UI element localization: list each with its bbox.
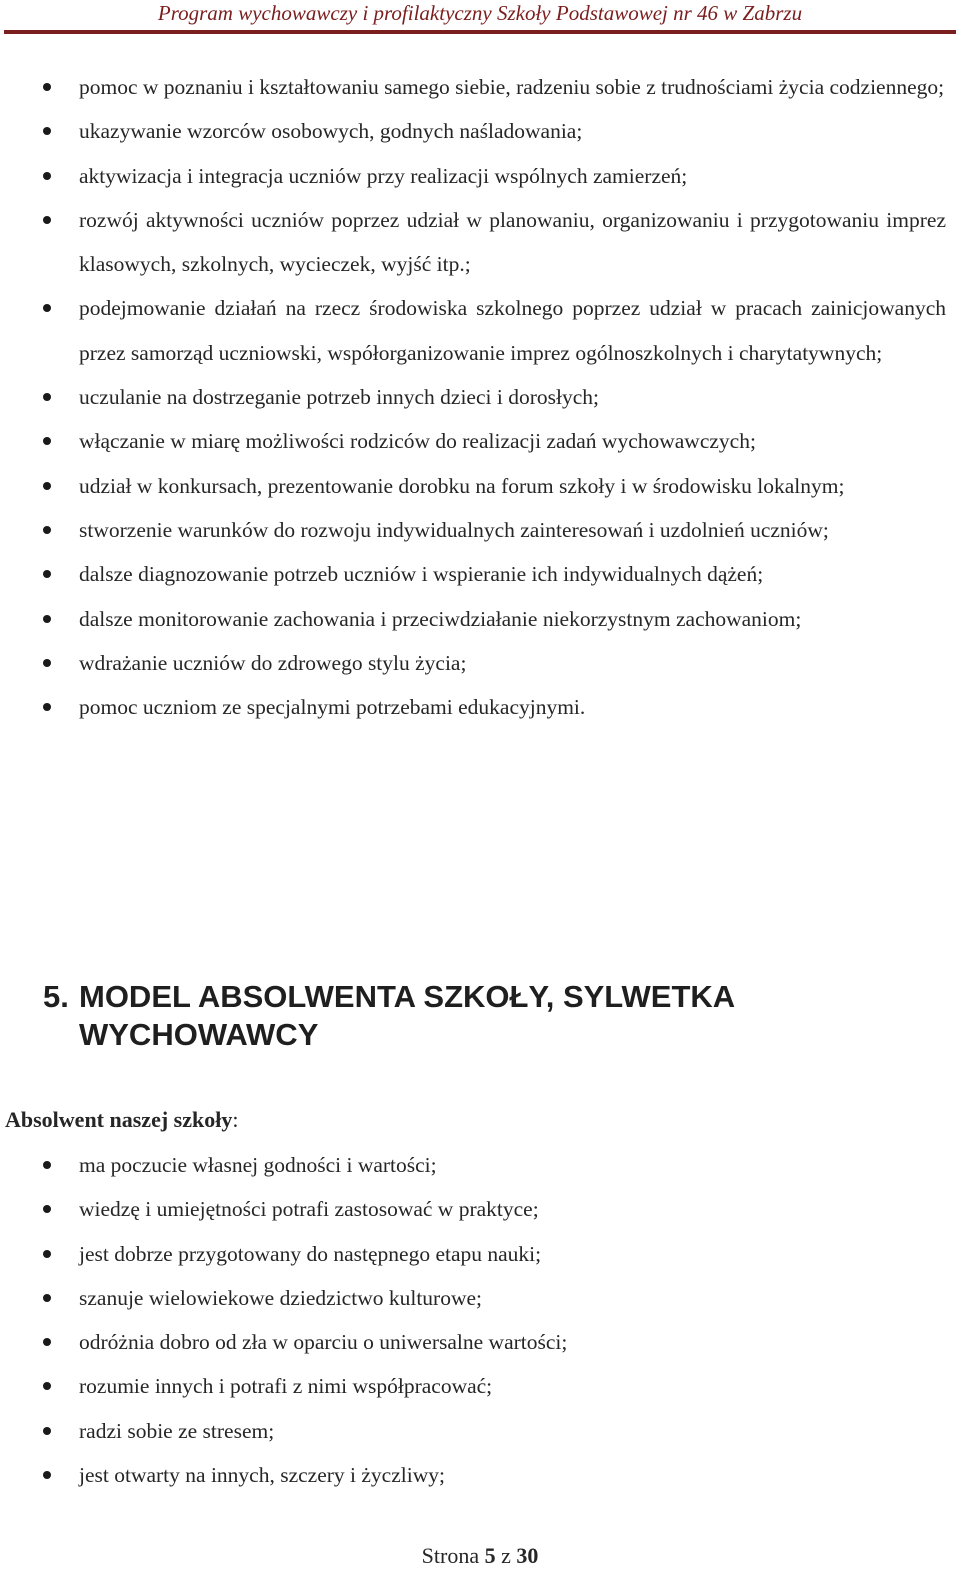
bullet-icon xyxy=(43,1161,51,1169)
list-item xyxy=(0,1187,960,1231)
list-item-text: rozumie innych i potrafi z nimi współpracować; xyxy=(79,1374,493,1399)
list-item xyxy=(0,1453,960,1497)
list-item-text: jest otwarty na innych, szczery i życzliwy; xyxy=(79,1463,445,1488)
section-heading xyxy=(43,978,735,1054)
footer-prefix: Strona xyxy=(421,1543,485,1568)
page-header xyxy=(0,0,960,36)
list-item xyxy=(0,1276,960,1320)
list-item-text: dalsze monitorowanie zachowania i przeciwdziałanie niekorzystnym zachowaniom; xyxy=(79,606,802,631)
list-item xyxy=(0,286,960,375)
list-item-text: odróżnia dobro od zła w oparciu o uniwersalne wartości; xyxy=(79,1330,568,1355)
section-title-line2: WYCHOWAWCY xyxy=(79,1017,319,1052)
bullet-icon xyxy=(43,1205,51,1213)
list-item-text: ma poczucie własnej godności i wartości; xyxy=(79,1153,437,1177)
list-item-text: udział w konkursach, prezentowanie dorobku na forum szkoły i w środowisku lokalnym; xyxy=(79,473,845,498)
list-item-text: aktywizacja i integracja uczniów przy realizacji wspólnych zamierzeń; xyxy=(79,163,688,188)
bullet-icon xyxy=(43,1382,51,1390)
list-item-text: podejmowanie działań na rzecz środowiska szkolnego poprzez udział w pracach zainicjowanych przez samorząd uczniowski, współorganizowanie imprez ogólnoszkolnych i charytatywnych; xyxy=(79,296,946,365)
list-item xyxy=(0,109,960,153)
list-item xyxy=(0,1409,960,1453)
graduate-lead xyxy=(5,1102,238,1138)
page-footer xyxy=(0,1540,960,1572)
bullet-icon xyxy=(43,570,51,578)
list-item xyxy=(0,1320,960,1364)
bullet-icon xyxy=(43,83,51,91)
graduate-lead-colon: : xyxy=(232,1107,239,1132)
section-number: 5. xyxy=(43,979,69,1014)
list-item xyxy=(0,198,960,287)
list-item xyxy=(0,1143,960,1187)
bullet-icon xyxy=(43,393,51,401)
list-item xyxy=(0,154,960,198)
bullet-icon xyxy=(43,127,51,135)
tasks-list xyxy=(0,65,960,729)
list-item-text: stworzenie warunków do rozwoju indywidualnych zainteresowań i uzdolnień uczniów; xyxy=(79,517,829,542)
graduate-list xyxy=(0,1143,960,1497)
list-item xyxy=(0,419,960,463)
footer-middle: z xyxy=(495,1543,517,1568)
list-item xyxy=(0,641,960,685)
list-item xyxy=(0,597,960,641)
bullet-icon xyxy=(43,659,51,667)
bullet-icon xyxy=(43,437,51,445)
bullet-icon xyxy=(43,1294,51,1302)
bullet-icon xyxy=(43,304,51,312)
bullet-icon xyxy=(43,526,51,534)
list-item xyxy=(0,464,960,508)
list-item xyxy=(0,1364,960,1408)
bullet-icon xyxy=(43,172,51,180)
header-divider xyxy=(4,30,956,34)
list-item-text: jest dobrze przygotowany do następnego etapu nauki; xyxy=(79,1241,542,1266)
bullet-icon xyxy=(43,482,51,490)
list-item-text: rozwój aktywności uczniów poprzez udział w planowaniu, organizowaniu i przygotowaniu imprez klasowych, szkolnych, wycieczek, wyjść itp.; xyxy=(79,207,946,277)
bullet-icon xyxy=(43,1427,51,1435)
graduate-lead-text: Absolwent naszej szkoły xyxy=(5,1107,233,1132)
list-item-text: uczulanie na dostrzeganie potrzeb innych dzieci i dorosłych; xyxy=(79,385,599,410)
bullet-icon xyxy=(43,615,51,623)
bullet-icon xyxy=(43,703,51,711)
list-item-text: dalsze diagnozowanie potrzeb uczniów i wspieranie ich indywidualnych dążeń; xyxy=(79,562,764,587)
bullet-icon xyxy=(43,1338,51,1346)
list-item-text: wiedzę i umiejętności potrafi zastosować w praktyce; xyxy=(79,1197,539,1222)
list-item-text: włączanie w miarę możliwości rodziców do realizacji zadań wychowawczych; xyxy=(79,429,756,454)
footer-page-number: 5 xyxy=(484,1543,496,1568)
footer-page-total: 30 xyxy=(516,1543,539,1568)
list-item-text: szanuje wielowiekowe dziedzictwo kulturowe; xyxy=(79,1285,482,1310)
section-title-line1: MODEL ABSOLWENTA SZKOŁY, SYLWETKA xyxy=(79,979,736,1014)
list-item xyxy=(0,375,960,419)
list-item-text: pomoc w poznaniu i kształtowaniu samego siebie, radzeniu sobie z trudnościami życia codziennego; xyxy=(79,75,945,99)
list-item xyxy=(0,508,960,552)
bullet-icon xyxy=(43,1250,51,1258)
list-item xyxy=(0,65,960,109)
list-item-text: pomoc uczniom ze specjalnymi potrzebami edukacyjnymi. xyxy=(79,695,586,720)
header-title: Program wychowawczy i profilaktyczny Szkoły Podstawowej nr 46 w Zabrzu xyxy=(157,1,803,25)
list-item xyxy=(0,552,960,596)
list-item xyxy=(0,1232,960,1276)
list-item xyxy=(0,685,960,729)
list-item-text: radzi sobie ze stresem; xyxy=(79,1418,275,1443)
bullet-icon xyxy=(43,1471,51,1479)
list-item-text: wdrażanie uczniów do zdrowego stylu życia; xyxy=(79,650,467,675)
bullet-icon xyxy=(43,216,51,224)
list-item-text: ukazywanie wzorców osobowych, godnych naśladowania; xyxy=(79,119,583,144)
